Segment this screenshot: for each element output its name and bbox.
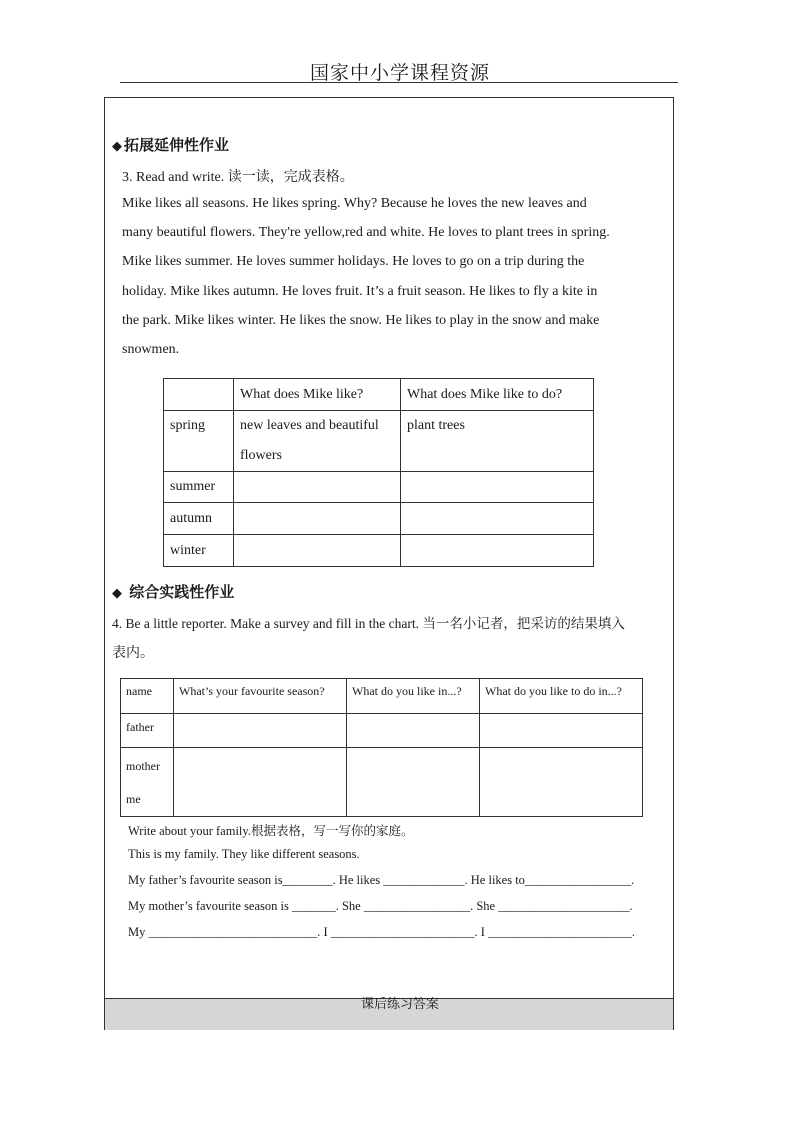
passage-line: many beautiful flowers. They're yellow,red and white. He loves to plant trees in spring. <box>122 225 610 240</box>
table-row <box>164 503 594 535</box>
table-header-row <box>164 379 594 411</box>
writing-line[interactable]: My ___________________________. I _______________________. I _______________________. <box>128 925 635 939</box>
practice-instruction: 4. Be a little reporter. Make a survey and fill in the chart. 当一名小记者，把采访的结果填入 <box>112 616 625 631</box>
table-header-cell <box>164 379 234 411</box>
like-text-line: new leaves and beautiful <box>240 418 379 433</box>
survey-name-text: me <box>126 792 141 806</box>
table-header-cell: What does Mike like? <box>234 379 401 411</box>
table-row <box>164 411 594 472</box>
do-cell[interactable] <box>401 535 594 567</box>
passage-line: Mike likes summer. He loves summer holidays. He loves to go on a trip during the <box>122 254 585 269</box>
header-divider <box>120 82 678 83</box>
writing-line[interactable]: My mother’s favourite season is _______. She _________________. She _____________________. <box>128 899 633 913</box>
writing-line[interactable]: My father’s favourite season is________. He likes _____________. He likes to_________________. <box>128 873 635 887</box>
survey-answer-cell[interactable] <box>347 748 480 817</box>
survey-header-cell: What do you like to do in...? <box>480 679 643 714</box>
table-row <box>121 714 643 748</box>
writing-line: Write about your family.根据表格，写一写你的家庭。 <box>128 824 414 838</box>
season-cell: summer <box>164 472 234 503</box>
survey-answer-cell[interactable] <box>480 714 643 748</box>
survey-table <box>120 678 643 817</box>
do-cell[interactable] <box>401 472 594 503</box>
survey-header-cell: What’s your favourite season? <box>174 679 347 714</box>
survey-header-cell: name <box>121 679 174 714</box>
season-cell: winter <box>164 535 234 567</box>
table-row <box>121 748 643 817</box>
survey-answer-cell[interactable] <box>480 748 643 817</box>
survey-answer-cell[interactable] <box>174 714 347 748</box>
do-cell: plant trees <box>401 411 594 472</box>
writing-line: This is my family. They like different seasons. <box>128 847 360 861</box>
like-cell[interactable] <box>234 503 401 535</box>
table-header-cell: What does Mike like to do? <box>401 379 594 411</box>
section-practice-heading: ◆ 综合实践性作业 <box>112 583 235 601</box>
table-row <box>164 535 594 567</box>
survey-header-row <box>121 679 643 714</box>
passage-line: the park. Mike likes winter. He likes the snow. He likes to play in the snow and make <box>122 313 600 328</box>
do-cell[interactable] <box>401 503 594 535</box>
survey-header-cell: What do you like in...? <box>347 679 480 714</box>
survey-name-cell <box>121 748 174 817</box>
page-header-title: 国家中小学课程资源 <box>309 63 490 84</box>
diamond-bullet-icon: ◆ <box>112 139 122 154</box>
like-text-line: flowers <box>240 448 282 463</box>
passage-line: snowmen. <box>122 342 180 357</box>
survey-name-text: mother <box>126 759 160 773</box>
diamond-bullet-icon: ◆ <box>112 586 122 601</box>
practice-instruction-cont: 表内。 <box>112 646 154 661</box>
survey-answer-cell[interactable] <box>174 748 347 817</box>
mike-seasons-table <box>163 378 594 567</box>
survey-answer-cell[interactable] <box>347 714 480 748</box>
section-extend-heading: ◆ 拓展延伸性作业 <box>112 136 230 154</box>
table-row <box>164 472 594 503</box>
like-cell <box>234 411 401 472</box>
like-cell[interactable] <box>234 535 401 567</box>
extend-instruction: 3. Read and write. 读一读，完成表格。 <box>122 170 354 185</box>
season-cell: autumn <box>164 503 234 535</box>
season-cell: spring <box>164 411 234 472</box>
footer-label: 课后练习答案 <box>360 996 439 1011</box>
passage-line: Mike likes all seasons. He likes spring. Why? Because he loves the new leaves and <box>122 196 587 211</box>
like-cell[interactable] <box>234 472 401 503</box>
survey-name-cell: father <box>121 714 174 748</box>
passage-line: holiday. Mike likes autumn. He loves fruit. It’s a fruit season. He likes to fly a kite in <box>122 284 598 299</box>
